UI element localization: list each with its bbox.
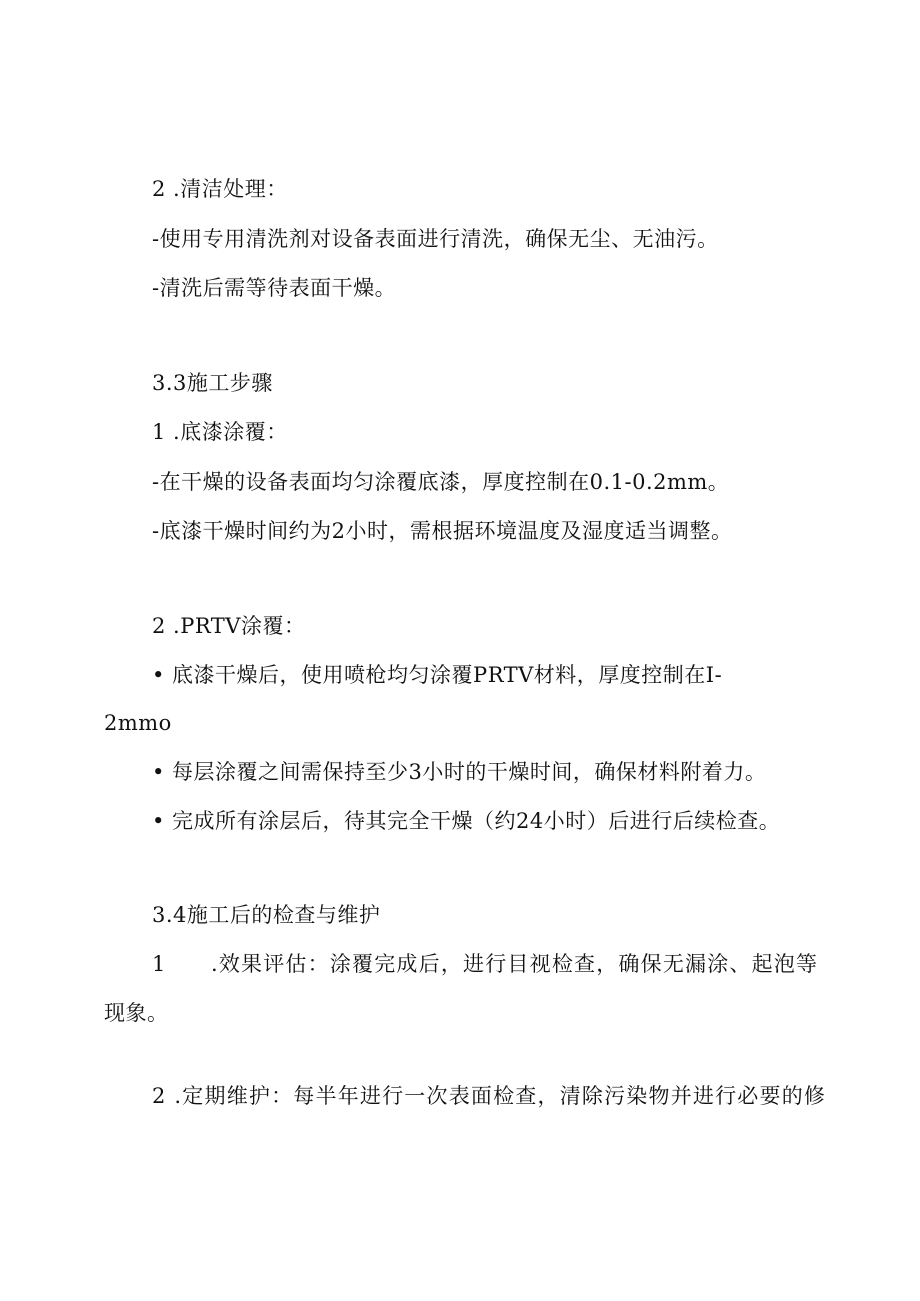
bullet-prtv-2: • 每层涂覆之间需保持至少3小时的干燥时间，确保材料附着力。 bbox=[152, 760, 767, 784]
text-cleaning-step-2: -清洗后需等待表面干燥。 bbox=[152, 276, 397, 300]
text-primer-step-1: -在干燥的设备表面均匀涂覆底漆，厚度控制在0.1-0.2mm。 bbox=[152, 470, 730, 494]
section-heading-3-3: 3.3施工步骤 bbox=[152, 371, 273, 395]
list-item-cleaning-heading: 2 .清洁处理： bbox=[152, 177, 288, 201]
section-heading-3-4: 3.4施工后的检查与维护 bbox=[152, 903, 381, 927]
list-item-maintenance: 2 .定期维护：每半年进行一次表面检查，清除污染物并进行必要的修 bbox=[152, 1084, 827, 1108]
bullet-prtv-1: • 底漆干燥后，使用喷枪均匀涂覆PRTV材料，厚度控制在I- bbox=[152, 663, 723, 687]
list-item-evaluation-continued: 现象。 bbox=[104, 1001, 169, 1025]
bullet-prtv-3: • 完成所有涂层后，待其完全干燥（约24小时）后进行后续检查。 bbox=[152, 809, 781, 833]
text-primer-step-2: -底漆干燥时间约为2小时，需根据环境温度及湿度适当调整。 bbox=[152, 519, 733, 543]
text-cleaning-step-1: -使用专用清洗剂对设备表面进行清洗，确保无尘、无油污。 bbox=[152, 227, 719, 251]
bullet-prtv-1-continued: 2mmo bbox=[104, 711, 172, 735]
list-item-prtv-heading: 2 .PRTV涂覆： bbox=[152, 614, 306, 638]
list-item-primer-heading: 1 .底漆涂覆： bbox=[152, 420, 288, 444]
list-item-evaluation: 1 .效果评估：涂覆完成后，进行目视检查，确保无漏涂、起泡等 bbox=[152, 952, 819, 976]
